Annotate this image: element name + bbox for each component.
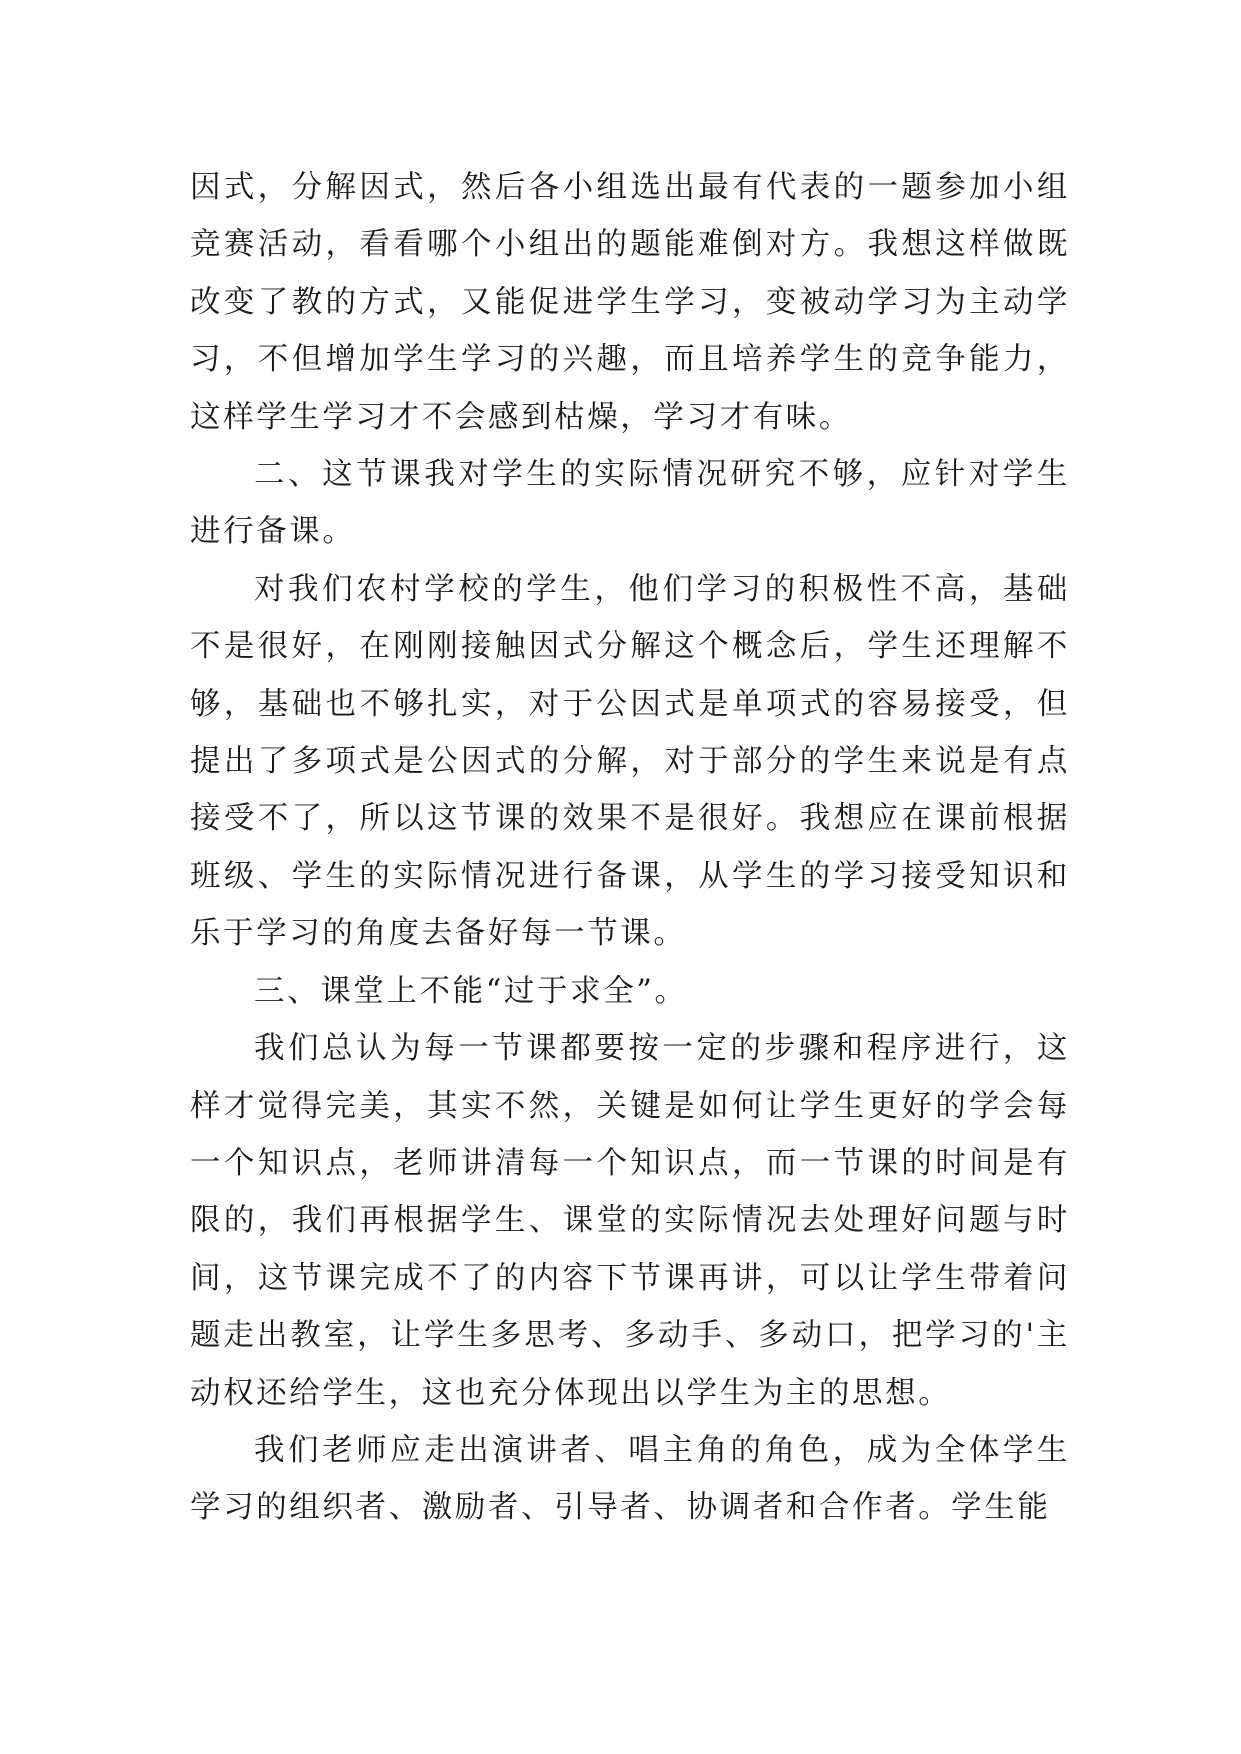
paragraph-1: 因式，分解因式，然后各小组选出最有代表的一题参加小组竞赛活动，看看哪个小组出的题能难倒对方。我想这样做既改变了教的方式，又能促进学生学习，变被动学习为主动学习，不但增加学生学习的兴趣，而且培养学生的竞争能力，这样学生学习才不会感到枯燥，学习才有味。 bbox=[190, 170, 1070, 435]
document-body bbox=[190, 159, 1070, 1537]
paragraph-6: 我们老师应走出演讲者、唱主角的角色，成为全体学生学习的组织者、激励者、引导者、协调者和合作者。学生能 bbox=[190, 1432, 1070, 1526]
paragraph-4: 三、课堂上不能“过于求全”。 bbox=[254, 973, 688, 1009]
paragraph-2: 二、这节课我对学生的实际情况研究不够，应针对学生进行备课。 bbox=[190, 457, 1070, 550]
paragraph-3: 对我们农村学校的学生，他们学习的积极性不高，基础不是很好，在刚刚接触因式分解这个概念后，学生还理解不够，基础也不够扎实，对于公因式是单项式的容易接受，但提出了多项式是公因式的分解，对于部分的学生来说是有点接受不了，所以这节课的效果不是很好。我想应在课前根据班级、学生的实际情况进行备课，从学生的学习接受知识和乐于学习的角度去备好每一节课。 bbox=[190, 571, 1070, 952]
paragraph-5: 我们总认为每一节课都要按一定的步骤和程序进行，这样才觉得完美，其实不然，关键是如何让学生更好的学会每一个知识点，老师讲清每一个知识点，而一节课的时间是有限的，我们再根据学生、课堂的实际情况去处理好问题与时间，这节课完成不了的内容下节课再讲，可以让学生带着问题走出教室，让学生多思考、多动手、多动口，把学习的'主动权还给学生，这也充分体现出以学生为主的思想。 bbox=[190, 1031, 1070, 1411]
